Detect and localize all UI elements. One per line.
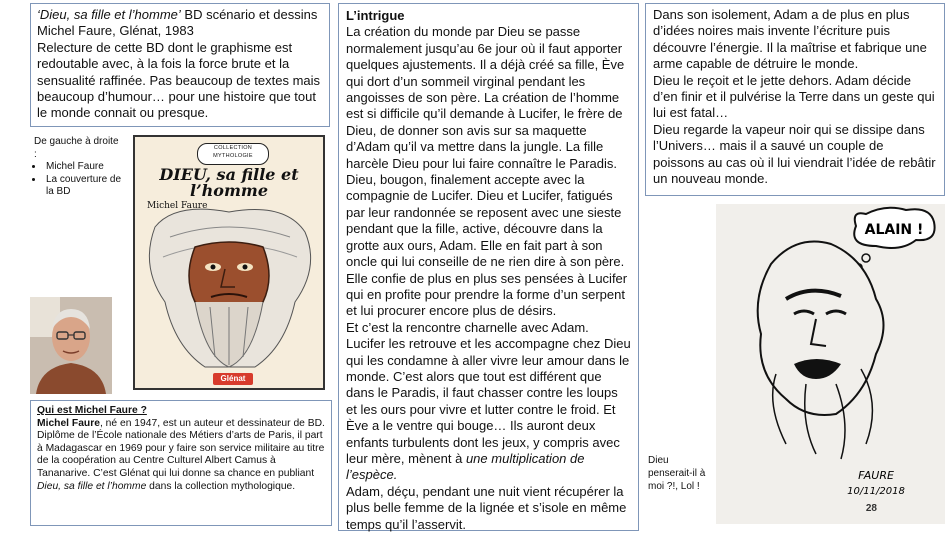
plot-paragraph [346, 320, 631, 484]
book-title: ‘Dieu, sa fille et l’homme’ [37, 7, 181, 22]
bio-text-part: , né en 1947, est un auteur et dessinateur de BD. Diplôme de l’École nationale des Métiers d’arts de Paris, il part à Madagascar en 1969 pour y faire son service militaire au titre de la coopération au Centre Culturel Albert Camus à Tananarive. C’est Glénat qui lui donne sa chance en publiant [37, 417, 325, 479]
sketch-caption: Dieu penserait-il à moi ?!, Lol ! [648, 455, 706, 492]
dedication-sketch [716, 204, 945, 524]
cover-publisher-logo: Glénat [213, 373, 253, 385]
cover-god-face-illustration [135, 207, 323, 372]
speech-bubble-text: ALAIN ! [864, 222, 924, 238]
plot-paragraph: Dieu le reçoit et le jette dehors. Adam décide d’en finir et il pulvérise la Terre dans un geste qui lui est fatal… [653, 72, 935, 121]
cover-author: Michel Faure [147, 201, 208, 211]
author-photo [30, 297, 112, 394]
plot-paragraph: Dieu regarde la vapeur noir qui se dissipe dans l’Univers… mais il a sauvé un couple de poissons au cas où il lui viendrait l’idée de rebâtir un nouveau monde. [653, 121, 936, 187]
plot-text: Et c’est la rencontre charnelle avec Adam. Lucifer les retrouve et les accompagne chez Dieu qui les condamne à aller vivre leur amour dans le monde. C’est alors que tout est différent que dans le Paradis, il faut chasser contre les loups et les ours pour vivre et lutter contre le froid. Et Ève a le ventre qui bouge… Ils auront deux enfants turbulents dont les jeux, y compris avec leur mère, mènent à [346, 319, 631, 466]
sketch-date: 10/11/2018 [847, 486, 905, 497]
intro-box [30, 3, 330, 127]
cover-title: DIEU, sa fille et l’homme [159, 165, 299, 200]
cover-series-badge: COLLECTION MYTHOLOGIE [197, 143, 269, 165]
book-credits: BD scénario et dessins Michel Faure, Glénat, 1983 [37, 7, 318, 39]
page-number: 28 [865, 503, 877, 514]
artist-signature: FAURE [858, 469, 894, 482]
caption-list [34, 161, 124, 199]
author-bio-box [30, 400, 332, 526]
god-sketch-drawing [716, 204, 945, 524]
intro-body: Relecture de cette BD dont le graphisme est redoutable avec, à la fois la force brute et la sensualité raffinée. Pas beaucoup de textes mais beaucoup d’humour… pour une histoire que tout le monde connait ou presque. [37, 39, 321, 121]
bio-heading: Qui est Michel Faure ? [37, 405, 147, 416]
photo-caption [34, 136, 124, 199]
book-cover [133, 135, 325, 390]
author-portrait-image [30, 297, 112, 394]
bio-name: Michel Faure [37, 417, 100, 429]
caption-item: • La couverture de la BD [44, 174, 124, 199]
caption-heading: De gauche à droite : [34, 136, 119, 160]
plot-box [338, 3, 639, 531]
plot-paragraph: Dans son isolement, Adam a de plus en plus d’idées noires mais invente l’écriture puis découvre l’énergie. Il la maîtrise et fabrique une arme capable de détruire le monde. [653, 7, 927, 72]
bio-text [37, 418, 325, 494]
caption-item: • Michel Faure [44, 161, 124, 174]
plot-italic-text: une multiplication de l’espèce. [346, 450, 585, 483]
bio-text-part: dans la collection mythologique. [146, 480, 296, 492]
bio-book-title: Dieu, sa fille et l’homme [37, 480, 147, 492]
intro-title [37, 7, 323, 40]
plot-paragraph: La création du monde par Dieu se passe normalement jusqu’au 6e jour où il faut apporter quelques ajustements. Il a déjà créé sa fille, Ève qui dort d’un sommeil virginal pendant les angoisses de son père. La création de l’homme est si difficile qu’il demande à Lucifer, le frère de Dieu, de donner son avis sur sa maquette d’Adam qu’il va mettre dans la jungle. La fille harcèle Dieu pour lui faire connaître le Paradis. Dieu, bougon, finalement accepte avec la compagnie de Lucifer. Dieu et Lucifer, fatigués par leur randonnée se reposent avec une sieste pendant que la fille, active, découvre dans la grotte aux ours, Adam. Elle en fait part à son oncle qui lui conseille de ne rien dire à son père. Elle confie de plus en plus ses pensées à Lucifer qui en profite pour prendre la forme d’un serpent et lui procurer encore plus de désirs. [346, 24, 628, 319]
plot-heading: L’intrigue [346, 8, 405, 23]
plot-paragraph: Adam, déçu, pendant une nuit vient récupérer la plus belle femme de la lignée et s’isole en même temps qu’il l’asservit. [346, 483, 627, 532]
plot-continued-box [645, 3, 945, 196]
